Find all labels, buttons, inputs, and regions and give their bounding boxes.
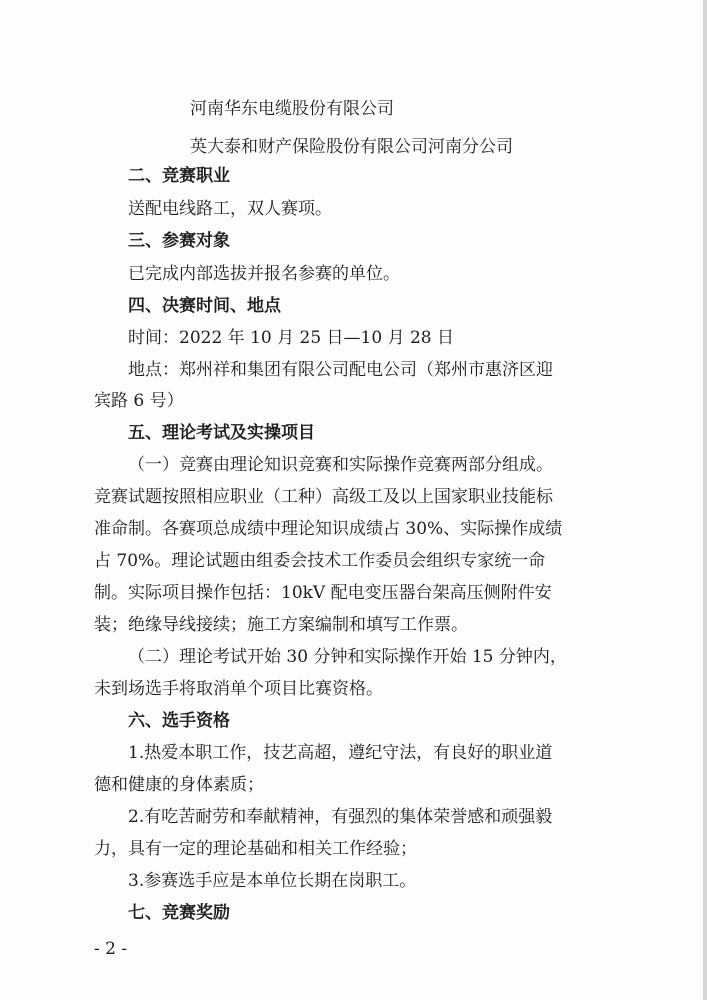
company-2: 英大泰和财产保险股份有限公司河南分公司 (190, 137, 513, 157)
body-s2: 送配电线路工，双人赛项。 (128, 199, 332, 219)
company-1: 河南华东电缆股份有限公司 (190, 99, 394, 119)
heading-s5: 五、理论考试及实操项目 (128, 423, 315, 443)
page-number: - 2 - (94, 939, 128, 959)
heading-s7: 七、竞赛奖励 (128, 903, 230, 923)
s5-p1-line-3: 准命制。各赛项总成绩中理论知识成绩占 30%、实际操作成绩 (94, 519, 563, 539)
scan-edge (703, 0, 707, 1000)
s6-item-2-line-2: 力，具有一定的理论基础和相关工作经验； (94, 839, 417, 859)
heading-s6: 六、选手资格 (128, 711, 230, 731)
s5-p1-line-1: （一）竞赛由理论知识竞赛和实际操作竞赛两部分组成。 (128, 455, 553, 475)
time-line: 时间：2022 年 10 月 25 日—10 月 28 日 (128, 328, 455, 348)
s5-p2-line-1: （二）理论考试开始 30 分钟和实际操作开始 15 分钟内， (128, 647, 567, 667)
s5-p1-line-5: 制。实际项目操作包括：10kV 配电变压器台架高压侧附件安 (94, 583, 552, 603)
s5-p1-line-6: 装；绝缘导线接续；施工方案编制和填写工作票。 (94, 615, 468, 635)
body-s3: 已完成内部选拔并报名参赛的单位。 (128, 264, 400, 284)
s6-item-3-line-1: 3.参赛选手应是本单位长期在岗职工。 (128, 871, 417, 891)
s5-p2-line-2: 未到场选手将取消单个项目比赛资格。 (94, 679, 383, 699)
s6-item-1-line-2: 德和健康的身体素质； (94, 775, 264, 795)
place-line-2: 宾路 6 号） (94, 391, 184, 411)
s6-item-1-line-1: 1.热爱本职工作，技艺高超，遵纪守法，有良好的职业道 (128, 743, 553, 763)
place-line-1: 地点：郑州祥和集团有限公司配电公司（郑州市惠济区迎 (128, 360, 553, 380)
s6-item-2-line-1: 2.有吃苦耐劳和奉献精神，有强烈的集体荣誉感和顽强毅 (128, 807, 553, 827)
s5-p1-line-2: 竞赛试题按照相应职业（工种）高级工及以上国家职业技能标 (94, 487, 553, 507)
heading-s2: 二、竞赛职业 (128, 166, 230, 186)
heading-s3: 三、参赛对象 (128, 231, 230, 251)
heading-s4: 四、决赛时间、地点 (128, 296, 281, 316)
s5-p1-line-4: 占 70%。理论试题由组委会技术工作委员会组织专家统一命 (94, 551, 546, 571)
